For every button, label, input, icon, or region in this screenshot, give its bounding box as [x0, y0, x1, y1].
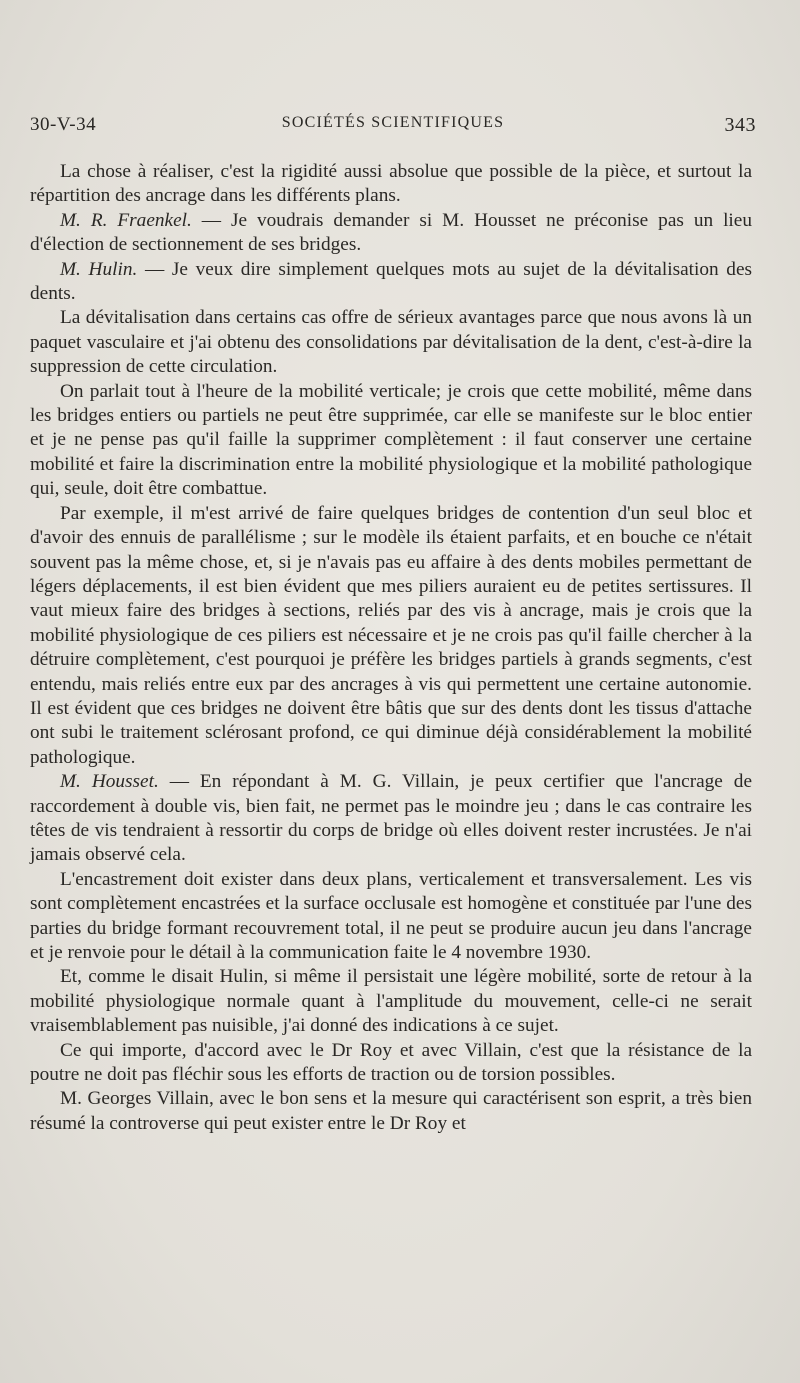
paragraph: [30, 965, 752, 1038]
paragraph-text: — Je voudrais demander si M. Housset ne préconise pas un lieu d'élection de sectionnement de ses bridges.: [30, 209, 752, 256]
paragraph: [30, 306, 752, 379]
paragraph: [30, 380, 752, 502]
paragraph-text: M. Georges Villain, avec le bon sens et la mesure qui caractérisent son esprit, a très bien résumé la controverse qui peut exister entre le Dr Roy et: [30, 1088, 752, 1134]
article-body: [30, 160, 752, 1136]
paragraph-text: La chose à réaliser, c'est la rigidité aussi absolue que possible de la pièce, et surtout la répartition des ancrage dans les différents plans.: [30, 161, 752, 207]
paragraph-text: — Je veux dire simplement quelques mots au sujet de la dévitalisation des dents.: [30, 258, 753, 305]
paragraph-text: L'encastrement doit exister dans deux plans, verticalement et transversalement. Les vis sont complètement encastrées et la surface occlusale est homogène et constituée par l'une des parties du bridge formant recouvrement total, il ne peut se produire aucun jeu dans l'ancrage et je renvoie pour le détail à la communication faite le 4 novembre 1930.: [30, 868, 752, 963]
paragraph-text: La dévitalisation dans certains cas offre de sérieux avantages parce que nous avons là un paquet vasculaire et j'ai obtenu des consolidations par dévitalisation de la dent, c'est-à-dire la suppression de cette circulation.: [30, 307, 752, 378]
paragraph: [30, 160, 752, 209]
speaker-name: M. R. Fraenkel.: [60, 209, 192, 231]
paragraph-text: Par exemple, il m'est arrivé de faire quelques bridges de contention d'un seul bloc et d'avoir des ennuis de parallélisme ; sur le modèle ils étaient parfaits, et en bouche ce n'était souvent pas la même chose, et, si je n'avais pas eu affaire à des dents mobiles permettant de légers déplacements, il est bien évident que mes piliers auraient eu de petites sertissures. Il vaut mieux faire des bridges à sections, reliés par des vis à ancrage, mais je crois que la mobilité physiologique de ces piliers est nécessaire et je ne crois pas qu'il faille chercher à la détruire complètement, c'est pourquoi je préfère les bridges partiels à grands segments, c'est entendu, mais reliés entre eux par des ancrages à vis qui permettent une certaine autonomie. Il est évident que ces bridges ne doivent être bâtis que sur des dents dont les tissus d'attache ont subi le traitement sclérosant profond, ce qui diminue déjà considérablement la mobilité pathologique.: [30, 502, 752, 768]
paragraph-text: Et, comme le disait Hulin, si même il persistait une légère mobilité, sorte de retour à la mobilité physiologique normale quant à l'amplitude du mouvement, celle-ci ne serait vraisemblablement pas nuisible, j'ai donné des indications à ce sujet.: [30, 966, 752, 1037]
speaker-name: M. Housset.: [60, 771, 159, 793]
paragraph-text: — En répondant à M. G. Villain, je peux certifier que l'ancrage de raccordement à double vis, bien fait, ne permet pas le moindre jeu ; dans le cas contraire les têtes de vis tendraient à ressortir du corps de bridge où elles doivent rester incrustées. Je n'ai jamais observé cela.: [30, 771, 752, 866]
speaker-name: M. Hulin.: [60, 258, 138, 280]
section-title: SOCIÉTÉS SCIENTIFIQUES: [281, 114, 505, 131]
paragraph-text: Ce qui importe, d'accord avec le Dr Roy et avec Villain, c'est que la résistance de la poutre ne doit pas fléchir sous les efforts de traction ou de torsion possibles.: [30, 1039, 752, 1086]
paragraph: [30, 258, 752, 307]
running-header: [30, 110, 756, 140]
paragraph: [30, 868, 752, 966]
issue-date: 30-V-34: [30, 114, 97, 135]
paragraph: [30, 209, 752, 258]
paragraph: [30, 770, 752, 868]
paragraph: [30, 1087, 752, 1136]
paragraph-text: On parlait tout à l'heure de la mobilité verticale; je crois que cette mobilité, même dans les bridges entiers ou partiels ne peut être supprimée, car elle se manifeste sur le bloc entier et je ne pense pas qu'il faille la supprimer complètement : il faut conserver une certaine mobilité et faire la discrimination entre la mobilité physiologique et la mobilité pathologique qui, seule, doit être combattue.: [30, 380, 752, 500]
page-number: 343: [724, 114, 756, 136]
paragraph: [30, 1039, 752, 1088]
paragraph: [30, 502, 752, 770]
